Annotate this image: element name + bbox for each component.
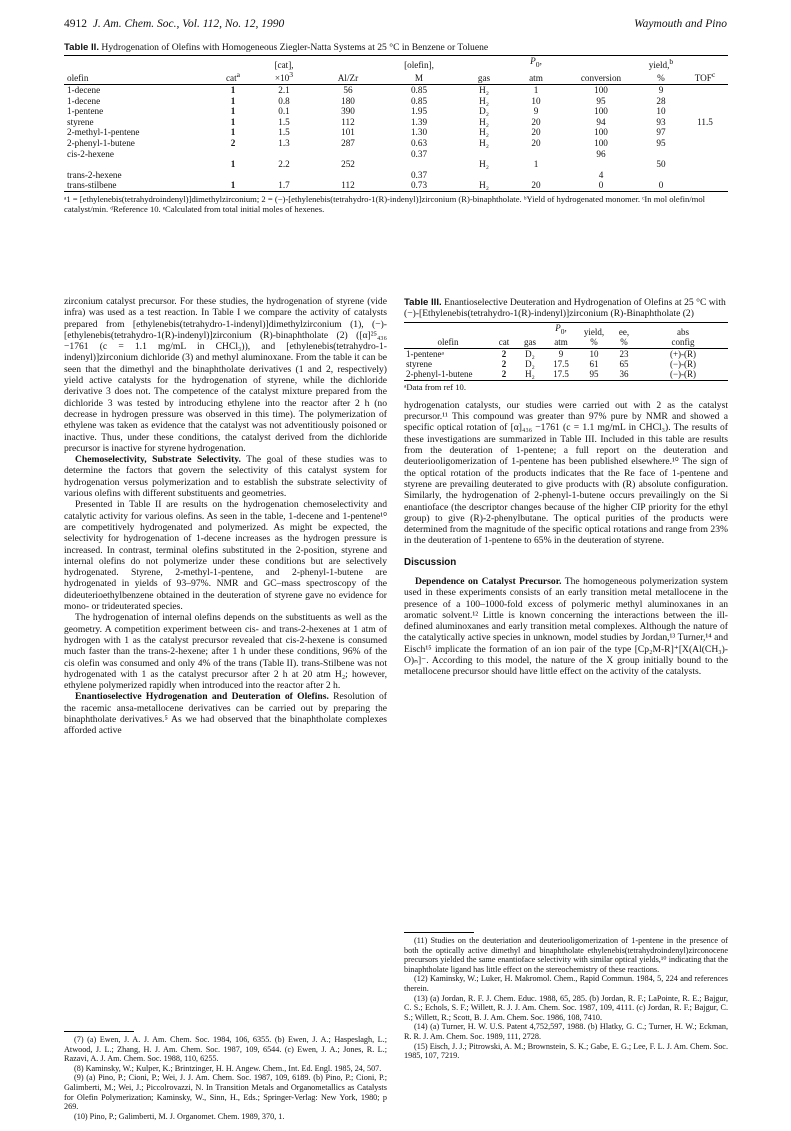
table-row: [64, 170, 728, 181]
table-cell: 252: [341, 159, 355, 170]
table-cell: 0.37: [410, 169, 428, 180]
table-cell: 1.5: [278, 116, 290, 127]
table-3-body: [404, 348, 728, 380]
table-cell: styrene: [67, 116, 94, 127]
table-cell: styrene: [406, 359, 432, 370]
table-cell: 1-penteneᵃ: [406, 348, 444, 359]
table-row: [64, 127, 728, 138]
table-cell: trans-stilbene: [64, 180, 214, 191]
col-olefin: olefin: [64, 70, 214, 84]
paragraph: The hydrogenation of internal olefins depends on the substituents as well as the geometry. A competition experiment between cis- and trans-2-hexenes at 1 atm of hydrogen with 1 as the catalyst precursor revealed that cis-2-hexene is consumed much faster than the trans-2-hexene; after 1 h under these conditions, 96% of the cis olefin was consumed and only 4% of the trans (Table II). trans-Stilbene was not hydrogenated with 1 as the catalyst precursor after 2 h at 20 atm H₂; however, ethylene polymerized rapidly when introduced into the reactor after 2 h.: [64, 612, 387, 692]
table-cell: 96: [596, 148, 606, 159]
table-cell: [682, 85, 728, 96]
footnote-rule: [404, 932, 474, 933]
table-cell: 1: [533, 85, 539, 96]
table-cell: 9: [533, 106, 539, 117]
col-olefin: olefin: [404, 337, 492, 348]
table-cell: 10: [531, 95, 541, 106]
table-cell: H₂: [458, 180, 510, 191]
col-gas: gas: [516, 337, 544, 348]
table-cell: 1: [230, 95, 236, 106]
table-cell: 100: [594, 106, 608, 117]
table-cell: [640, 170, 682, 181]
reference-entry: (13) (a) Jordan, R. F. J. Chem. Educ. 1988, 65, 285. (b) Jordan, R. F.; LaPointe, R. E.; Bajgur, C. S.; Echols, S. F.; Willett, R. J. J. Am. Chem. Soc. 1987, 109, 4111. (c) Jordan, R. F.; Bajgur, C. S.; Willett, R.; Scott, B. J. Am. Chem. Soc. 1986, 108, 7410.: [404, 993, 728, 1022]
authors: Waymouth and Pino: [634, 18, 727, 30]
table-cell: 1: [214, 180, 252, 191]
table-cell: 95: [578, 369, 610, 380]
table-cell: 36: [610, 369, 638, 380]
journal-citation: J. Am. Chem. Soc., Vol. 112, No. 12, 1990: [92, 18, 285, 30]
col-olefin-conc: M: [380, 70, 458, 84]
table-row: [404, 348, 728, 359]
table-cell: H₂: [479, 138, 489, 149]
col-cat-conc: $\times 10^3$: [252, 70, 316, 84]
table-cell: 1.95: [410, 106, 428, 117]
table-cell: 1.39: [410, 116, 428, 127]
table-cell: 2.1: [278, 85, 290, 96]
col-yield: %: [640, 70, 682, 84]
table-cell: (−)-(R): [638, 369, 728, 380]
table-cell: 112: [316, 180, 380, 191]
footnote-rule: [64, 1031, 134, 1032]
col-cat-conc-top: [cat],: [252, 56, 316, 71]
table-cell: 10: [656, 106, 666, 117]
table-cell: D₂: [525, 359, 535, 370]
table-cell: [214, 170, 252, 181]
table-row: [64, 85, 728, 96]
table-cell: 101: [341, 127, 355, 138]
col-yield: %: [578, 337, 610, 348]
table-cell: 1: [230, 127, 236, 138]
table-cell: [316, 149, 380, 160]
table-cell: 1-decene: [67, 95, 101, 106]
table-cell: [380, 159, 458, 170]
table-cell: [682, 170, 728, 181]
table-cell: 4: [598, 169, 604, 180]
running-header: [64, 18, 727, 34]
table-cell: 1.30: [410, 127, 428, 138]
page-number: 4912: [64, 18, 87, 30]
table-cell: 1: [230, 159, 236, 170]
paragraph-heading: Enantioselective Hydrogenation and Deuteration of Olefins.: [75, 691, 329, 703]
table-cell: 20: [531, 138, 541, 149]
table-row: [404, 359, 728, 369]
table-row: [64, 180, 728, 191]
table-cell: 1-pentene: [67, 106, 104, 117]
table-cell: 17.5: [553, 359, 569, 370]
table-row: [64, 106, 728, 117]
table-cell: H₂: [479, 159, 489, 170]
table-cell: 0: [640, 180, 682, 191]
paragraph: hydrogenation catalysts, our studies were carried out with 2 as the catalyst precursor.¹¹ This compound was greater than 97% pure by NMR and showed a specific optical rotation of [α]₄₃₆ −1761 (c = 1.1 mg/mL in CHCl₃). The results of these investigations are summarized in Table III. Included in this table are results from the deuteration of 1-pentene; a full report on the deuteration and deuteriooligomerization of 1-pentene has been published elsewhere.¹⁰ The sign of the optical rotation of the products indicates that the Re face of 1-pentene and styrene are prevailing deuterated to give products with (R) absolute configuration. Similarly, the hydrogenation of 2-phenyl-1-butene occurs prevailingly on the Si enantioface (the descriptor changes because of the higher CIP priority for the ethyl group) to give (R)-2-phenylbutane. The optical purities of the products were determined from the magnitude of the specific optical rotations and range from 23% in the deuteration of 1-pentene to 65% in the deuteration of styrene.: [404, 399, 728, 547]
left-column: [64, 296, 387, 737]
table-2-footnote: ᵃ1 = [ethylenebis(tetrahydroindenyl)]dimethylzirconium; 2 = (−)-[ethylenebis(tetrahydro-1(R)-indenyl)]zirconium (R)-binaphtholate. ᵇYield of hydrogenated monomer. ᶜIn mol olefin/mol catalyst/min. ᵈReference 10. ᵉCalculated from total initial moles of hexenes.: [64, 194, 706, 215]
table-cell: 390: [341, 106, 355, 117]
table-cell: 0.85: [410, 85, 428, 96]
table-cell: 50: [656, 159, 666, 170]
table-cell: D₂: [525, 348, 535, 359]
table-cell: H₂: [516, 369, 544, 380]
table-cell: 100: [594, 85, 608, 96]
table-cell: H₂: [479, 116, 489, 127]
table-cell: [252, 149, 316, 160]
table-cell: 2: [492, 369, 516, 380]
table-cell: 1.3: [278, 138, 290, 149]
table-cell: 65: [619, 359, 629, 370]
table-cell: [682, 127, 728, 138]
table-cell: 1: [230, 85, 236, 96]
table-cell: 2-methyl-1-pentene: [67, 127, 140, 138]
table-cell: 61: [589, 359, 599, 370]
table-cell: 93: [656, 116, 666, 127]
table-cell: 0.8: [278, 95, 290, 106]
table-cell: 20: [531, 116, 541, 127]
reference-entry: (9) (a) Pino, P.; Cioni, P.; Wei, J. J. Am. Chem. Soc. 1987, 109, 6189. (b) Pino, P.; Cioni, P.; Galimberti, M.; Wei, J.; Piccolrovazzi, N. In Transition Metals and Organometallics as Catalysts for Olefin Polymerization; Kaminsky, W., Sinn, H., Eds.; Springer-Verlag: New York, 1980; p 269.: [64, 1073, 387, 1112]
col-ee-top: ee,: [610, 323, 638, 338]
table-cell: 28: [656, 95, 666, 106]
table-2-caption: Table II. Hydrogenation of Olefins with Homogeneous Ziegler-Natta Systems at 25 °C in Benzene or Toluene: [64, 42, 489, 53]
table-cell: 11.5: [697, 116, 713, 127]
table-cell: D₂: [479, 106, 489, 117]
table-3: [404, 297, 728, 392]
table-cell: 2: [501, 348, 507, 359]
table-cell: 17.5: [544, 369, 578, 380]
paragraph-heading: Dependence on Catalyst Precursor.: [415, 575, 562, 587]
section-heading: Discussion: [404, 556, 457, 568]
paragraph: Chemoselectivity, Substrate Selectivity. The goal of these studies was to determine the factors that govern the selectivity of this catalyst system for hydrogenation versus polymerization and to establish the substrate selectivity of various olefins with different substituents and geometries.: [64, 454, 387, 500]
reference-entry: (7) (a) Ewen, J. A. J. Am. Chem. Soc. 1984, 106, 6355. (b) Ewen, J. A.; Haspeslagh, L.; Atwood, J. L.; Zhang, H. J. Am. Chem. Soc. 1987, 109, 6544. (c) Ewen, J. A.; Jones, R. L.; Razavi, A. J. Am. Chem. Soc. 1988, 110, 6255.: [64, 1035, 387, 1064]
table-cell: [682, 159, 728, 170]
table-cell: 56: [343, 85, 353, 96]
table-cell: [682, 106, 728, 117]
table-cell: [562, 159, 640, 170]
paragraph: Presented in Table II are results on the hydrogenation chemoselectivity and catalytic activity for various olefins. As seen in the table, 1-decene and 1-pentene¹⁰ are competitively hydrogenated and polymerized. As might be expected, the selectivity for hydrogenation of 1-decene increases as the hydrogen pressure is increased. In contrast, terminal olefins substituted in the 2-position, styrene and internal olefins do not polymerize under these conditions but are selectively hydrogenated. Styrene, 2-methyl-1-pentene, and 2-phenyl-1-butene are hydrogenated in yields of 93–97%. NMR and GC–mass spectroscopy of the dideuterioethylbenzene obtained in the deuteration of styrene gave no evidence for mono- or trideuterated species.: [64, 499, 387, 613]
table-row: [64, 96, 728, 107]
col-conversion: conversion: [562, 70, 640, 84]
table-cell: 180: [341, 95, 355, 106]
table-cell: 97: [656, 127, 666, 138]
table-cell: [682, 96, 728, 107]
col-abs-top: abs: [638, 323, 728, 338]
table-cell: 1: [230, 106, 236, 117]
col-al-zr: Al/Zr: [316, 70, 380, 84]
reference-entry: (14) (a) Turner, H. W. U.S. Patent 4,752,597, 1988. (b) Hlatky, G. C.; Turner, H. W.; Eckman, R. R. J. Am. Chem. Soc. 1989, 111, 2728.: [404, 1022, 728, 1041]
table-cell: 20: [510, 180, 562, 191]
table-2: [64, 42, 728, 214]
table-cell: 95: [596, 95, 606, 106]
table-cell: 0.1: [278, 106, 290, 117]
table-cell: 0.63: [410, 138, 428, 149]
col-abs-config: config: [638, 337, 728, 348]
table-cell: H₂: [479, 85, 489, 96]
table-cell: 23: [619, 348, 629, 359]
table-cell: [458, 149, 510, 160]
col-yield-top: yield,$^b$: [640, 56, 682, 71]
table-cell: 9: [558, 348, 564, 359]
table-cell: trans-2-hexene: [67, 169, 122, 180]
paragraph: Enantioselective Hydrogenation and Deuteration of Olefins. Resolution of the racemic ansa-metallocene derivatives can be carried out by preparing the binaphtholate derivatives.⁵ As we had observed that the binaphtholate complexes afforded active: [64, 691, 387, 737]
table-cell: 1: [230, 116, 236, 127]
col-cat: cat$^a$: [214, 70, 252, 84]
reference-entry: (11) Studies on the deuteriation and deuteriooligomerization of 1-pentene in the presence of both the optically active dimethyl and binaphtholate ethylenebis(tetrahydroindenyl)zirconocene precursors yielded the same enantioface selectivity with similar optical yields,¹⁰ indicating that the binaphtholate ligand has little effect on the stereochemistry of these reactions.: [404, 936, 728, 974]
table-cell: 2: [501, 359, 507, 370]
table-cell: H₂: [479, 95, 489, 106]
table-cell: 1: [533, 159, 539, 170]
table-2-grid: [64, 55, 728, 192]
table-cell: [682, 180, 728, 191]
table-cell: [682, 149, 728, 160]
col-gas: gas: [458, 70, 510, 84]
table-2-body: [64, 85, 728, 192]
table-cell: 20: [531, 127, 541, 138]
table-cell: [64, 159, 214, 170]
references-right: [404, 922, 728, 1061]
table-cell: 100: [594, 138, 608, 149]
col-p0: atm: [510, 70, 562, 84]
reference-entry: (8) Kaminsky, W.; Kulper, K.; Brintzinger, H. H. Angew. Chem., Int. Ed. Engl. 1985, 24, 507.: [74, 1063, 382, 1073]
table-cell: 95: [656, 138, 666, 149]
table-cell: 2: [230, 138, 236, 149]
table-cell: 1.5: [278, 127, 290, 138]
table-cell: (+)-(R): [669, 348, 697, 359]
table-cell: [510, 149, 562, 160]
table-cell: 0.73: [380, 180, 458, 191]
table-cell: 1.7: [252, 180, 316, 191]
table-cell: 287: [341, 138, 355, 149]
right-column: [404, 297, 728, 678]
table-cell: 2.2: [278, 159, 290, 170]
table-cell: 0.85: [410, 95, 428, 106]
paragraph: Dependence on Catalyst Precursor. The homogeneous polymerization system used in these experiments consists of an early transition metal metallocene in the presence of a 100–1000-fold excess of polymeric methyl aluminoxanes in an aromatic solvent.¹² Little is known concerning the interactions between the ill-defined aluminoxanes and early transition metal complexes. Although the nature of the catalytically active species in unknown, model studies by Jordan,¹³ Turner,¹⁴ and Eisch¹⁵ implicate the formation of an ion pair of the type [Cp₂M-R]⁺[X(Al(CH₃)-O)ₙ]⁻. According to this model, the nature of the X group initially bound to the metallocene precursor should have little effect on the activity of the catalysts.: [404, 575, 728, 678]
table-cell: 9: [658, 85, 664, 96]
table-row: [64, 149, 728, 160]
table-cell: H₂: [479, 127, 489, 138]
table-cell: 112: [341, 116, 355, 127]
table-row: [64, 159, 728, 170]
table-cell: 1-decene: [67, 85, 101, 96]
table-row: [404, 369, 728, 380]
col-yield-top: yield,: [578, 323, 610, 338]
col-p0-top: $P_0$,: [544, 323, 578, 338]
table-cell: 10: [589, 348, 599, 359]
table-3-footnote: ᵃData from ref 10.: [404, 381, 467, 392]
col-olefin-conc-top: [olefin],: [380, 56, 458, 71]
table-cell: [510, 170, 562, 181]
table-cell: 2-phenyl-1-butene: [67, 138, 135, 149]
col-cat: cat: [492, 337, 516, 348]
references-left: [64, 1021, 387, 1121]
table-cell: 0: [562, 180, 640, 191]
paragraph-heading: Chemoselectivity, Substrate Selectivity.: [75, 454, 241, 466]
table-cell: [252, 170, 316, 181]
paragraph: zirconium catalyst precursor. For these studies, the hydrogenation of styrene (vide infra) was used as a test reaction. In Table I we compare the activity of catalysts prepared from [ethylenebis(tetrahydro-1-indenyl)]dimethylzirconium (1), (−)-[ethylenebis(tetrahydro-1(R)-indenyl)]zirconium (R)-binaphtholate (2) ([α]²⁵₄₃₆ −1761 (c = 1.1 mg/mL in CHCl₃)), and [ethylenebis(tetrahydro-1-indenyl)]zirconium dichloride (3) and methyl aluminoxane. From the table it can be seen that the dimethyl and the binaphtholate derivatives (1 and 2, respectively) yield active catalysts for the hydrogenation of styrene, while the dichloride derivative 3 does not. The competence of the catalyst mixture prepared from the dichloride 3 was tested by introducing ethylene into the reactor after 2 h (no decrease in hydrogen pressure was observed in this time). The polymerization of ethylene was taken as evidence that the catalyst was not adventitiously poisoned or inactive. Thus, under these conditions, the catalyst derived from the dichloride precursor is inactive for styrene hydrogenation.: [64, 296, 387, 454]
table-cell: [316, 170, 380, 181]
reference-entry: (12) Kaminsky, W.; Luker, H. Makromol. Chem., Rapid Commun. 1984, 5, 224 and references therein.: [404, 974, 728, 993]
col-tof: TOF$^c$: [682, 70, 728, 84]
reference-entry: (15) Eisch, J. J.; Pitrowski, A. M.; Brownstein, S. K.; Gabe, E. G.; Lee, F. L. J. Am. Chem. Soc. 1985, 107, 7219.: [404, 1041, 728, 1061]
table-cell: [640, 149, 682, 160]
table-row: [64, 138, 728, 149]
table-cell: 100: [594, 127, 608, 138]
table-cell: [458, 170, 510, 181]
reference-entry: (10) Pino, P.; Galimberti, M. J. Organomet. Chem. 1989, 370, 1.: [74, 1111, 285, 1121]
table-3-grid: [404, 322, 728, 381]
col-p0-top: $P_0$,: [510, 56, 562, 71]
table-cell: [214, 149, 252, 160]
table-cell: [682, 138, 728, 149]
table-row: [64, 117, 728, 128]
table-cell: 0.37: [410, 148, 428, 159]
table-cell: 94: [596, 116, 606, 127]
col-p0: atm: [544, 337, 578, 348]
col-ee: %: [610, 337, 638, 348]
table-3-caption: Table III. Enantioselective Deuteration and Hydrogenation of Olefins at 25 °C with (−)-[Ethylenebis(tetrahydro-1(R)-indenyl)]zirconium (R)-Binaphtholate (2): [404, 297, 726, 319]
table-cell: 2-phenyl-1-butene: [404, 369, 492, 380]
table-cell: cis-2-hexene: [67, 148, 114, 159]
table-cell: (−)-(R): [669, 359, 697, 370]
